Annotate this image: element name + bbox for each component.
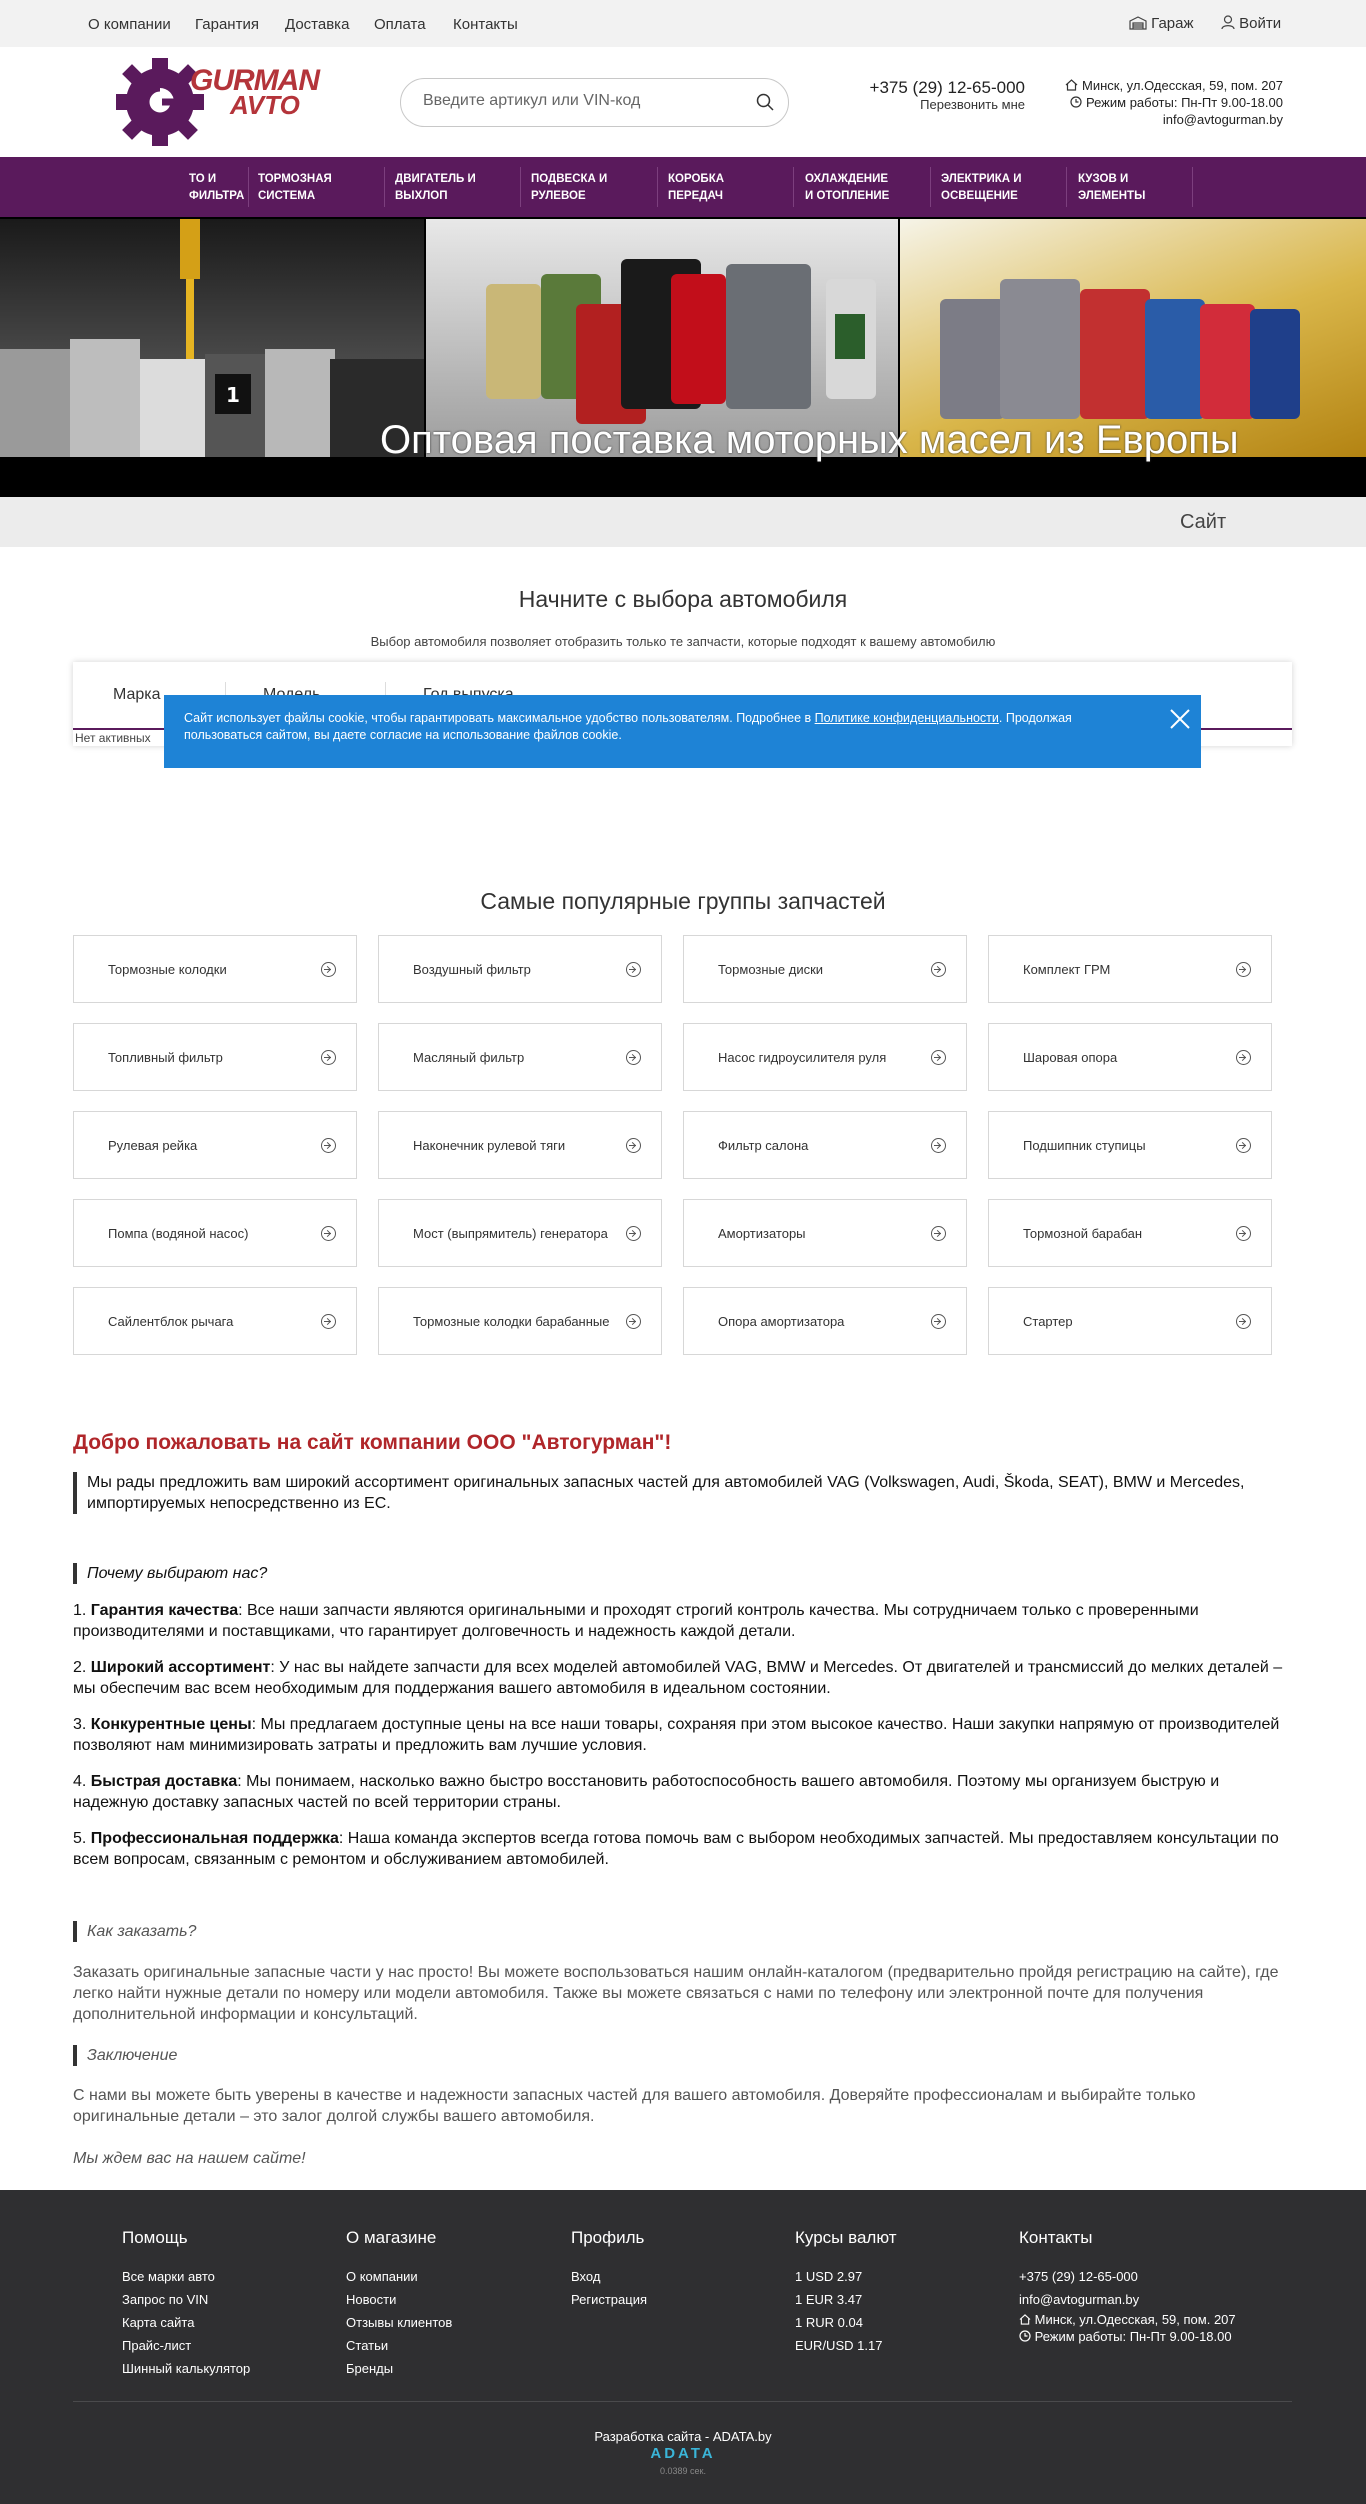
footer-heading: Помощь bbox=[122, 2228, 188, 2247]
point-5 bbox=[73, 1828, 1288, 1870]
group-card[interactable] bbox=[988, 1111, 1272, 1179]
footer-heading: О магазине bbox=[346, 2228, 437, 2247]
group-card-label: Сайлентблок рычага bbox=[108, 1314, 234, 1329]
footer-hours-text: Режим работы: Пн-Пт 9.00-18.00 bbox=[1034, 2329, 1232, 2344]
point-title: Быстрая доставка bbox=[90, 1773, 238, 1790]
topbar-link-about[interactable]: О компании bbox=[88, 16, 171, 33]
cookie-banner bbox=[164, 695, 1201, 768]
car-select-title: Начните с выбора автомобиля bbox=[518, 586, 848, 612]
arrow-right-circle-icon bbox=[931, 1314, 946, 1329]
garage-link[interactable] bbox=[1129, 15, 1194, 32]
footer-divider bbox=[73, 2401, 1292, 2402]
conclusion-heading: Заключение bbox=[73, 2045, 1288, 2066]
top-bar bbox=[0, 0, 1366, 47]
arrow-right-circle-icon bbox=[626, 1138, 641, 1153]
group-card-label: Шаровая опора bbox=[1023, 1050, 1118, 1065]
nav-label-line1: КОРОБКА bbox=[668, 173, 725, 185]
nav-divider bbox=[1192, 167, 1193, 207]
search-box bbox=[400, 78, 789, 127]
footer-address bbox=[1019, 2311, 1236, 2328]
footer-col-profile bbox=[571, 2228, 647, 2311]
privacy-policy-link[interactable]: Политике конфиденциальности bbox=[814, 711, 999, 725]
point-title: Широкий ассортимент bbox=[90, 1659, 271, 1676]
group-card[interactable] bbox=[73, 1023, 357, 1091]
search-icon[interactable] bbox=[756, 93, 774, 111]
hours-text: Режим работы: Пн-Пт 9.00-18.00 bbox=[1086, 95, 1283, 110]
group-card-label: Мост (выпрямитель) генератора bbox=[413, 1226, 608, 1241]
header-hours bbox=[1070, 95, 1283, 110]
footer-hours bbox=[1019, 2328, 1236, 2345]
arrow-right-circle-icon bbox=[321, 1050, 336, 1065]
nav-divider bbox=[657, 167, 658, 207]
nav-divider bbox=[793, 167, 794, 207]
header-phone[interactable]: +375 (29) 12-65-000 bbox=[869, 78, 1025, 97]
nav-item-suspension[interactable] bbox=[531, 171, 651, 207]
group-card[interactable] bbox=[988, 1287, 1272, 1355]
cookie-text: Сайт использует файлы cookie, чтобы гарантировать максимальное удобство пользователям. Подробнее в bbox=[184, 711, 815, 725]
group-card[interactable] bbox=[683, 1287, 967, 1355]
close-icon[interactable] bbox=[1169, 708, 1191, 730]
group-card[interactable] bbox=[73, 1287, 357, 1355]
site-logo[interactable] bbox=[112, 50, 342, 150]
arrow-right-circle-icon bbox=[931, 962, 946, 977]
group-card-label: Масляный фильтр bbox=[413, 1050, 525, 1065]
point-number: 5. bbox=[73, 1830, 91, 1847]
point-1 bbox=[73, 1600, 1288, 1642]
how-heading: Как заказать? bbox=[73, 1921, 1288, 1942]
point-4 bbox=[73, 1771, 1288, 1813]
svg-text:1: 1 bbox=[226, 383, 240, 407]
point-text: : Наша команда экспертов всегда готова помочь вам с выбором необходимых запчастей. Мы предоставляем консультации по всем вопросам, связанным с ремонтом и обслуживанием автомобилей. bbox=[73, 1830, 1279, 1868]
developer-link[interactable]: Разработка сайта - ADATA.by bbox=[594, 2429, 772, 2444]
login-label: Войти bbox=[1239, 15, 1282, 32]
group-card[interactable] bbox=[378, 1199, 662, 1267]
group-card[interactable] bbox=[683, 1199, 967, 1267]
group-card-label: Тормозные колодки барабанные bbox=[413, 1314, 610, 1329]
point-text: : Все наши запчасти являются оригинальными и проходят строгий контроль качества. Мы сотрудничаем только с проверенными производителями и поставщиками, что гарантирует долговечность и надежность каждой детали. bbox=[73, 1602, 1199, 1640]
point-number: 2. bbox=[73, 1659, 91, 1676]
how-text: Заказать оригинальные запасные части у нас просто! Вы можете воспользоваться нашим онлайн-каталогом (предварительно пройдя регистрацию на сайте), где легко найти нужные детали по номеру или модели автомобиля. Также вы можете связаться с нами по телефону или электронной почте для получения дополнительной информации и консультаций. bbox=[73, 1964, 1279, 2023]
topbar-link-contacts[interactable]: Контакты bbox=[453, 16, 518, 33]
group-card[interactable] bbox=[378, 935, 662, 1003]
arrow-right-circle-icon bbox=[1236, 1138, 1251, 1153]
arrow-right-circle-icon bbox=[931, 1226, 946, 1241]
address-text: Минск, ул.Одесская, 59, пом. 207 bbox=[1081, 78, 1283, 93]
footer-address-text: Минск, ул.Одесская, 59, пом. 207 bbox=[1034, 2312, 1236, 2327]
arrow-right-circle-icon bbox=[626, 962, 641, 977]
clock-icon bbox=[1070, 96, 1082, 108]
point-text: : У нас вы найдете запчасти для всех моделей автомобилей VAG, BMW и Mercedes. От двигателей и трансмиссий до мелких деталей – мы обеспечим вас всем необходимым для поддержания вашего автомобиля в идеальном состоянии. bbox=[73, 1659, 1283, 1697]
intro-quote: Мы рады предложить вам широкий ассортимент оригинальных запасных частей для автомобилей VAG (Volkswagen, Audi, Škoda, SEAT), BMW и Mercedes, импортируемых непосредственно из ЕС. bbox=[73, 1472, 1288, 1514]
group-card[interactable] bbox=[683, 935, 967, 1003]
footer-phone[interactable]: +375 (29) 12-65-000 bbox=[1019, 2269, 1138, 2284]
logo-text-top: GURMAN bbox=[190, 64, 319, 97]
group-card-label: Опора амортизатора bbox=[718, 1314, 845, 1329]
footer-link[interactable]: Все марки авто bbox=[122, 2269, 215, 2284]
nav-divider bbox=[1066, 167, 1067, 207]
footer-link-register[interactable]: Регистрация bbox=[571, 2292, 647, 2307]
cookie-text-end: . Продолжая пользоваться сайтом, вы даете согласие на использование файлов cookie. bbox=[184, 711, 1072, 742]
arrow-right-circle-icon bbox=[1236, 1226, 1251, 1241]
callback-link[interactable]: Перезвонить мне bbox=[920, 97, 1025, 112]
point-text: : Мы понимаем, насколько важно быстро восстановить работоспособность вашего автомобиля. Поэтому мы организуем быструю и надежную доставку запасных частей по всей территории страны. bbox=[73, 1773, 1220, 1811]
nav-label-line2: ФИЛЬТРА bbox=[189, 190, 245, 202]
car-select-subtitle: Выбор автомобиля позволяет отобразить только те запчасти, которые подходят к вашему автомобилю bbox=[370, 634, 996, 649]
nav-label-line1: ДВИГАТЕЛЬ И bbox=[395, 173, 476, 185]
point-number: 1. bbox=[73, 1602, 91, 1619]
groups-title: Самые популярные группы запчастей bbox=[480, 888, 886, 914]
arrow-right-circle-icon bbox=[321, 1226, 336, 1241]
group-card-label: Воздушный фильтр bbox=[413, 962, 531, 977]
nav-divider bbox=[930, 167, 931, 207]
banner-caption-bar bbox=[0, 497, 1366, 547]
footer-link[interactable]: Запрос по VIN bbox=[122, 2292, 209, 2307]
nav-label-line2: ЭЛЕМЕНТЫ bbox=[1078, 190, 1146, 202]
point-number: 3. bbox=[73, 1716, 91, 1733]
clock-icon bbox=[1019, 2330, 1031, 2342]
nav-label-line1: ТОРМОЗНАЯ bbox=[258, 173, 332, 185]
nav-label-line1: ОХЛАЖДЕНИЕ bbox=[805, 173, 889, 185]
nav-label-line2: РУЛЕВОЕ bbox=[531, 190, 586, 202]
footer-col-help bbox=[122, 2228, 250, 2380]
closing-text: Мы ждем вас на нашем сайте! bbox=[73, 2150, 306, 2167]
arrow-right-circle-icon bbox=[1236, 962, 1251, 977]
nav-label-line2: СИСТЕМА bbox=[258, 190, 316, 202]
nav-label-line2: ПЕРЕДАЧ bbox=[668, 190, 723, 202]
banner-title: Оптовая поставка моторных масел из Европы bbox=[380, 418, 1239, 462]
nav-item-brakes[interactable] bbox=[258, 171, 378, 207]
group-card[interactable] bbox=[683, 1023, 967, 1091]
home-icon bbox=[1065, 79, 1078, 91]
group-card[interactable] bbox=[988, 935, 1272, 1003]
group-card-label: Тормозные колодки bbox=[108, 962, 227, 977]
conclusion-text: С нами вы можете быть уверены в качестве и надежности запасных частей для вашего автомобиля. Доверяйте профессионалам и выбирайте только оригинальные детали – это залог долгой службы вашего автомобиля. bbox=[73, 2087, 1196, 2125]
group-card-label: Помпа (водяной насос) bbox=[108, 1226, 249, 1241]
arrow-right-circle-icon bbox=[321, 962, 336, 977]
group-card[interactable] bbox=[378, 1023, 662, 1091]
render-time: 0.0389 сек. bbox=[660, 2466, 706, 2476]
group-card[interactable] bbox=[73, 1199, 357, 1267]
topbar-link-warranty[interactable]: Гарантия bbox=[195, 16, 259, 33]
rate-usd: 1 USD 2.97 bbox=[795, 2269, 863, 2284]
group-card[interactable] bbox=[73, 1111, 357, 1179]
group-card[interactable] bbox=[378, 1287, 662, 1355]
nav-label-line1: КУЗОВ И bbox=[1078, 173, 1129, 185]
footer-link[interactable]: Карта сайта bbox=[122, 2315, 195, 2330]
point-title: Профессиональная поддержка bbox=[90, 1830, 339, 1847]
nav-divider bbox=[248, 167, 249, 207]
nav-divider bbox=[384, 167, 385, 207]
group-card[interactable] bbox=[378, 1111, 662, 1179]
nav-label-line2: ОСВЕЩЕНИЕ bbox=[941, 190, 1018, 202]
group-card-label: Стартер bbox=[1023, 1314, 1073, 1329]
login-link[interactable] bbox=[1221, 15, 1281, 32]
group-card-label: Наконечник рулевой тяги bbox=[413, 1138, 566, 1153]
group-card-label: Комплект ГРМ bbox=[1023, 962, 1111, 977]
topbar-link-payment[interactable]: Оплата bbox=[374, 16, 426, 33]
group-card-label: Тормозной барабан bbox=[1023, 1226, 1143, 1241]
footer-link[interactable]: Шинный калькулятор bbox=[122, 2361, 251, 2376]
point-number: 4. bbox=[73, 1773, 91, 1790]
nav-item-body[interactable] bbox=[1078, 171, 1198, 207]
header-address bbox=[1065, 78, 1283, 93]
footer-link[interactable]: О компании bbox=[346, 2269, 418, 2284]
group-card[interactable] bbox=[988, 1023, 1272, 1091]
brand-select-label: Марка bbox=[113, 686, 161, 703]
footer-link[interactable]: Отзывы клиентов bbox=[346, 2315, 453, 2330]
point-3 bbox=[73, 1714, 1288, 1756]
group-card-label: Топливный фильтр bbox=[108, 1050, 223, 1065]
footer-heading: Контакты bbox=[1019, 2228, 1093, 2247]
group-card-label: Рулевая рейка bbox=[108, 1138, 198, 1153]
why-heading: Почему выбирают нас? bbox=[73, 1563, 1288, 1584]
rate-eur-usd: EUR/USD 1.17 bbox=[795, 2338, 883, 2353]
nav-item-engine[interactable] bbox=[395, 171, 515, 207]
category-nav bbox=[0, 157, 1366, 217]
logo-text-bottom: AVTO bbox=[230, 90, 300, 120]
footer-link[interactable]: Прайс-лист bbox=[122, 2338, 192, 2353]
nav-label-line1: ПОДВЕСКА И bbox=[531, 173, 608, 185]
footer-heading: Курсы валют bbox=[795, 2228, 897, 2247]
group-card-label: Фильтр салона bbox=[718, 1138, 809, 1153]
arrow-right-circle-icon bbox=[321, 1314, 336, 1329]
nav-divider bbox=[520, 167, 521, 207]
group-card[interactable] bbox=[683, 1111, 967, 1179]
footer-col-rates bbox=[795, 2228, 897, 2357]
welcome-heading: Добро пожаловать на сайт компании ООО "Автогурман"! bbox=[73, 1431, 672, 1454]
arrow-right-circle-icon bbox=[931, 1050, 946, 1065]
arrow-right-circle-icon bbox=[626, 1050, 641, 1065]
nav-label-line1: ЭЛЕКТРИКА И bbox=[941, 173, 1022, 185]
footer-col-store bbox=[346, 2228, 452, 2380]
footer-email[interactable]: info@avtogurman.by bbox=[1019, 2292, 1140, 2307]
arrow-right-circle-icon bbox=[321, 1138, 336, 1153]
footer-heading: Профиль bbox=[571, 2228, 645, 2247]
footer-col-contacts bbox=[1019, 2228, 1236, 2345]
group-card-label: Тормозные диски bbox=[718, 962, 824, 977]
arrow-right-circle-icon bbox=[626, 1314, 641, 1329]
footer-link-login[interactable]: Вход bbox=[571, 2269, 601, 2284]
garage-label: Гараж bbox=[1151, 15, 1194, 32]
point-2 bbox=[73, 1657, 1288, 1699]
footer-link[interactable]: Новости bbox=[346, 2292, 397, 2307]
point-text: : Мы предлагаем доступные цены на все наши товары, сохраняя при этом высокое качество. Наши закупки напрямую от производителей позволяют нам минимизировать затраты и предложить вам лучшие условия. bbox=[73, 1716, 1280, 1754]
arrow-right-circle-icon bbox=[626, 1226, 641, 1241]
nav-label-line2: И ОТОПЛЕНИЕ bbox=[805, 190, 890, 202]
nav-label-line1: ТО И bbox=[189, 173, 217, 185]
rate-rur: 1 RUR 0.04 bbox=[795, 2315, 863, 2330]
adata-logo[interactable]: ADATA bbox=[650, 2445, 716, 2462]
nav-item-transmission[interactable] bbox=[668, 171, 788, 207]
search-input[interactable] bbox=[423, 92, 743, 110]
arrow-right-circle-icon bbox=[1236, 1050, 1251, 1065]
topbar-link-delivery[interactable]: Доставка bbox=[285, 16, 350, 33]
group-card[interactable] bbox=[988, 1199, 1272, 1267]
nav-item-electrics[interactable] bbox=[941, 171, 1061, 207]
arrow-right-circle-icon bbox=[931, 1138, 946, 1153]
group-card-label: Амортизаторы bbox=[718, 1226, 806, 1241]
rate-eur: 1 EUR 3.47 bbox=[795, 2292, 863, 2307]
footer-link[interactable]: Статьи bbox=[346, 2338, 389, 2353]
header-email[interactable]: info@avtogurman.by bbox=[1162, 112, 1283, 127]
user-icon bbox=[1221, 15, 1235, 30]
no-active-text: Нет активных bbox=[75, 731, 151, 745]
nav-item-cooling[interactable] bbox=[805, 171, 925, 207]
home-icon bbox=[1019, 2314, 1031, 2325]
garage-icon bbox=[1129, 16, 1147, 30]
site-label: Сайт bbox=[1180, 511, 1227, 533]
point-title: Гарантия качества bbox=[90, 1602, 239, 1619]
point-title: Конкурентные цены bbox=[90, 1716, 252, 1733]
nav-label-line2: ВЫХЛОП bbox=[395, 190, 448, 202]
group-card-label: Насос гидроусилителя руля bbox=[718, 1050, 887, 1065]
footer-link[interactable]: Бренды bbox=[346, 2361, 394, 2376]
arrow-right-circle-icon bbox=[1236, 1314, 1251, 1329]
banner-image-oil-pour bbox=[0, 219, 424, 457]
group-card-label: Подшипник ступицы bbox=[1023, 1138, 1146, 1153]
group-card[interactable] bbox=[73, 935, 357, 1003]
